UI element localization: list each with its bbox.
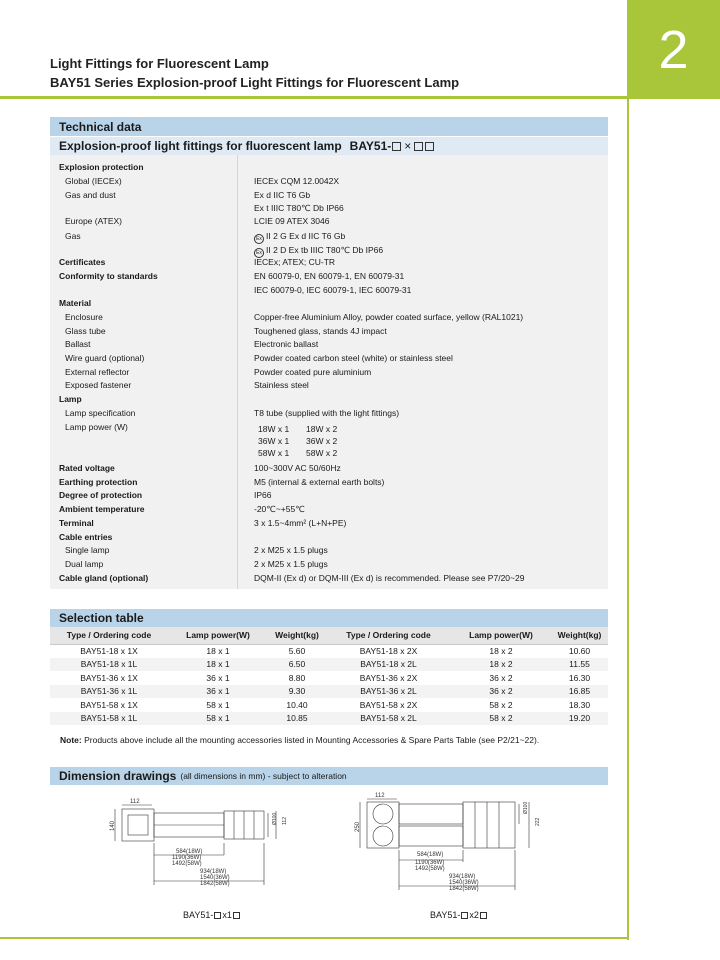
- caption-mid: x2: [469, 910, 479, 920]
- lamp-tube-upper: [399, 804, 463, 824]
- value-gas-dust-1: Ex d IIC T6 Gb: [254, 190, 311, 200]
- dim-label-short-2: 1492(58W): [172, 861, 202, 867]
- lamp-power-item: 18W x 1: [258, 424, 290, 434]
- enclosure-inner: [128, 815, 148, 835]
- table-row: [50, 671, 608, 685]
- dimension-title: Dimension drawings: [59, 769, 177, 783]
- technical-data-band: [50, 117, 608, 136]
- value-external-reflector: Powder coated pure aluminium: [254, 367, 372, 377]
- table-cell: 19.20: [551, 712, 608, 726]
- bottom-rule: [0, 937, 629, 939]
- selection-header-row: [50, 627, 608, 644]
- table-cell: BAY51-18 x 1X: [80, 646, 138, 656]
- label-earthing: Earthing protection: [59, 477, 138, 487]
- dim-label-width: 112: [375, 793, 385, 799]
- enclosure-end: [367, 802, 399, 848]
- dim-label-long-0: 934(18W): [449, 874, 476, 880]
- label-glass-tube: Glass tube: [65, 326, 106, 336]
- dim-label-short-0: 584(18W): [176, 849, 203, 855]
- value-ambient: -20℃~+55℃: [254, 504, 305, 514]
- value-wire-guard: Powder coated carbon steel (white) or stainless steel: [254, 353, 453, 363]
- table-cell: 10.40: [286, 699, 308, 710]
- value-rated-voltage: 100~300V AC 50/60Hz: [254, 463, 341, 473]
- selection-table: [50, 627, 608, 725]
- table-cell: 10.60: [568, 646, 591, 656]
- table-cell: 36 x 2: [451, 685, 551, 699]
- label-europe: Europe (ATEX): [65, 216, 123, 226]
- technical-subtitle-band: [50, 137, 608, 155]
- placeholder-box: [214, 912, 221, 919]
- table-row: [50, 698, 608, 712]
- table-cell: 9.30: [268, 685, 326, 699]
- table-cell: 36 x 2: [489, 672, 513, 683]
- dual-lamp-drawing: [345, 790, 555, 908]
- dim-label-dia: Ø100: [523, 801, 529, 814]
- model-code: [350, 139, 436, 153]
- label-lamp-power: Lamp power (W): [65, 422, 128, 432]
- lamp-power-item: 58W x 2: [306, 448, 338, 458]
- table-cell: 18 x 1: [168, 658, 268, 672]
- label-rated-voltage: Rated voltage: [59, 463, 115, 473]
- label-wire-guard: Wire guard (optional): [65, 353, 145, 363]
- label-degree: Degree of protection: [59, 490, 143, 500]
- dim-label-short-1: 1190(36W): [415, 860, 445, 866]
- table-cell: BAY51-58 x 2L: [326, 712, 451, 726]
- dim-label-dia2: 112: [282, 817, 288, 825]
- dim-label-long-0: 934(18W): [200, 869, 227, 875]
- label-dual-lamp: Dual lamp: [65, 559, 104, 569]
- table-cell: 36 x 1: [206, 672, 230, 683]
- technical-data-title: Technical data: [59, 119, 142, 134]
- atex-ex-icon: Ex: [254, 234, 264, 244]
- model-prefix: BAY51-: [349, 139, 392, 153]
- caption-prefix: BAY51-: [430, 910, 461, 920]
- value-iecex-cert: IECEx CQM 12.0042X: [254, 176, 340, 186]
- value-single-lamp: 2 x M25 x 1.5 plugs: [254, 545, 328, 555]
- table-cell: 10.85: [268, 712, 326, 726]
- label-gas-dust: Gas and dust: [65, 190, 116, 200]
- lamp-power-grid: [258, 424, 354, 458]
- technical-subtitle: Explosion-proof light fittings for fluorescent lamp: [59, 139, 342, 153]
- table-cell: 58 x 1: [206, 699, 230, 710]
- table-row: [50, 658, 608, 672]
- placeholder-box: [414, 142, 423, 151]
- placeholder-box: [480, 912, 487, 919]
- caption-mid: x1: [222, 910, 232, 920]
- table-cell: 6.50: [268, 658, 326, 672]
- lamp-tube-lower: [399, 826, 463, 846]
- value-ballast: Electronic ballast: [254, 339, 319, 349]
- single-lamp-caption: [183, 910, 241, 920]
- table-cell: BAY51-36 x 1X: [80, 672, 138, 683]
- tube-end-upper: [373, 804, 393, 824]
- label-certificates: Certificates: [59, 257, 106, 267]
- label-gas: Gas: [65, 231, 81, 241]
- col-header-weight: Weight(kg): [551, 627, 608, 644]
- model-x: ×: [404, 139, 412, 153]
- value-certificates: IECEx; ATEX; CU-TR: [254, 257, 336, 267]
- dim-label-long-2: 1842(58W): [449, 886, 479, 892]
- table-cell: BAY51-36 x 2L: [326, 685, 451, 699]
- value-gas-dust-2: Ex t IIIC T80℃ Db IP66: [254, 203, 344, 213]
- label-ambient: Ambient temperature: [59, 504, 145, 514]
- tube-end-lower: [373, 826, 393, 846]
- label-single-lamp: Single lamp: [65, 545, 110, 555]
- label-conformity: Conformity to standards: [59, 271, 158, 281]
- selection-table-title: Selection table: [59, 611, 144, 625]
- label-exposed-fastener: Exposed fastener: [65, 380, 132, 390]
- table-cell: 5.60: [288, 646, 306, 656]
- table-cell: 18 x 2: [489, 646, 513, 656]
- value-gas-1: [254, 231, 345, 244]
- value-degree: IP66: [254, 490, 272, 500]
- value-earthing: M5 (internal & external earth bolts): [254, 477, 385, 487]
- col-header-type: Type / Ordering code: [50, 627, 168, 644]
- table-cell: 16.30: [568, 672, 591, 683]
- table-cell: BAY51-18 x 2X: [359, 646, 418, 656]
- label-material: Material: [59, 298, 92, 308]
- value-enclosure: Copper-free Aluminium Alloy, powder coated surface, yellow (RAL1021): [254, 312, 524, 322]
- table-row: [50, 712, 608, 726]
- col-header-lamp-power: Lamp power(W): [168, 627, 268, 644]
- table-cell: BAY51-58 x 1L: [50, 712, 168, 726]
- table-cell: BAY51-18 x 1L: [50, 658, 168, 672]
- lamp-power-item: 36W x 2: [306, 436, 338, 446]
- label-lamp: Lamp: [59, 394, 82, 404]
- table-row: [50, 644, 608, 658]
- header-title-line2: BAY51 Series Explosion-proof Light Fittings for Fluorescent Lamp: [50, 75, 460, 90]
- label-external-reflector: External reflector: [65, 367, 130, 377]
- table-cell: 18 x 1: [206, 646, 230, 656]
- placeholder-box: [392, 142, 401, 151]
- lamp-power-item: 18W x 2: [306, 424, 338, 434]
- table-cell: BAY51-58 x 2X: [359, 699, 418, 710]
- table-cell: 16.85: [551, 685, 608, 699]
- dim-label-width: 112: [130, 799, 140, 805]
- caption-prefix: BAY51-: [183, 910, 214, 920]
- placeholder-box: [233, 912, 240, 919]
- dual-lamp-caption: [430, 910, 488, 920]
- dimension-band: [50, 767, 608, 785]
- label-cable-gland: Cable gland (optional): [59, 573, 149, 583]
- dim-label-long-1: 1540(36W): [449, 880, 479, 886]
- technical-column-divider: [237, 155, 238, 589]
- table-cell: BAY51-18 x 2L: [326, 658, 451, 672]
- dim-label-short-0: 584(18W): [417, 852, 444, 858]
- header-rule: [0, 96, 627, 99]
- selection-note: [60, 735, 539, 745]
- placeholder-box: [461, 912, 468, 919]
- header-title-line1: Light Fittings for Fluorescent Lamp: [50, 56, 269, 71]
- table-cell: 58 x 2: [489, 699, 513, 710]
- table-cell: 58 x 2: [451, 712, 551, 726]
- note-text: Products above include all the mounting accessories listed in Mounting Accessories & Spare Parts Table (see P2/21~22).: [81, 735, 540, 745]
- dim-label-long-1: 1540(36W): [200, 875, 230, 881]
- table-cell: 18.30: [568, 699, 591, 710]
- value-cable-gland: DQM-II (Ex d) or DQM-III (Ex d) is recommended. Please see P7/20~29: [254, 573, 525, 583]
- note-label: Note:: [60, 735, 82, 745]
- label-explosion-protection: Explosion protection: [59, 162, 144, 172]
- chapter-number: 2: [658, 19, 689, 80]
- table-cell: BAY51-36 x 2X: [359, 672, 418, 683]
- col-header-lamp-power: Lamp power(W): [451, 627, 551, 644]
- label-global: Global (IECEx): [65, 176, 122, 186]
- dim-label-short-2: 1492(58W): [415, 866, 445, 872]
- dimension-subtitle: (all dimensions in mm) - subject to alteration: [180, 771, 347, 781]
- atex-ex-icon: Ex: [254, 248, 264, 258]
- table-cell: BAY51-58 x 1X: [80, 699, 138, 710]
- enclosure-right: [463, 802, 515, 848]
- value-exposed-fastener: Stainless steel: [254, 380, 309, 390]
- value-glass-tube: Toughened glass, stands 4J impact: [254, 326, 387, 336]
- value-lamp-spec: T8 tube (supplied with the light fittings): [254, 408, 400, 418]
- dim-label-height: 250: [355, 821, 361, 832]
- label-lamp-spec: Lamp specification: [65, 408, 136, 418]
- lamp-power-item: 58W x 1: [258, 448, 290, 458]
- table-cell: BAY51-36 x 1L: [50, 685, 168, 699]
- value-conformity-2: IEC 60079-0, IEC 60079-1, IEC 60079-31: [254, 285, 412, 295]
- table-cell: 8.80: [288, 672, 306, 683]
- value-terminal: 3 x 1.5~4mm² (L+N+PE): [254, 518, 347, 528]
- value-conformity-1: EN 60079-0, EN 60079-1, EN 60079-31: [254, 271, 405, 281]
- dim-label-long-2: 1842(58W): [200, 881, 230, 887]
- page-header: [50, 54, 459, 92]
- table-cell: 58 x 1: [168, 712, 268, 726]
- dim-label-short-1: 1190(36W): [172, 855, 202, 861]
- label-cable-entries: Cable entries: [59, 532, 113, 542]
- single-lamp-drawing: [100, 795, 300, 905]
- dim-label-dia2: 222: [535, 817, 541, 826]
- dim-label-height: 140: [110, 820, 116, 831]
- label-ballast: Ballast: [65, 339, 91, 349]
- table-row: [50, 685, 608, 699]
- value-gas-1-text: II 2 G Ex d IIC T6 Gb: [266, 231, 346, 241]
- table-cell: 18 x 2: [451, 658, 551, 672]
- value-atex-cert: LCIE 09 ATEX 3046: [254, 216, 330, 226]
- col-header-weight: Weight(kg): [268, 627, 326, 644]
- lamp-power-item: 36W x 1: [258, 436, 290, 446]
- enclosure-end: [122, 809, 154, 841]
- col-header-type: Type / Ordering code: [326, 627, 451, 644]
- chapter-number-tab: [627, 0, 720, 99]
- label-enclosure: Enclosure: [65, 312, 103, 322]
- table-cell: 11.55: [551, 658, 608, 672]
- placeholder-box: [425, 142, 434, 151]
- side-rule: [627, 99, 629, 940]
- value-gas-2-text: II 2 D Ex tb IIIC T80℃ Db IP66: [266, 245, 384, 255]
- label-terminal: Terminal: [59, 518, 94, 528]
- value-dual-lamp: 2 x M25 x 1.5 plugs: [254, 559, 328, 569]
- dim-label-dia: Ø100: [272, 812, 278, 825]
- selection-table-band: [50, 609, 608, 627]
- table-cell: 36 x 1: [168, 685, 268, 699]
